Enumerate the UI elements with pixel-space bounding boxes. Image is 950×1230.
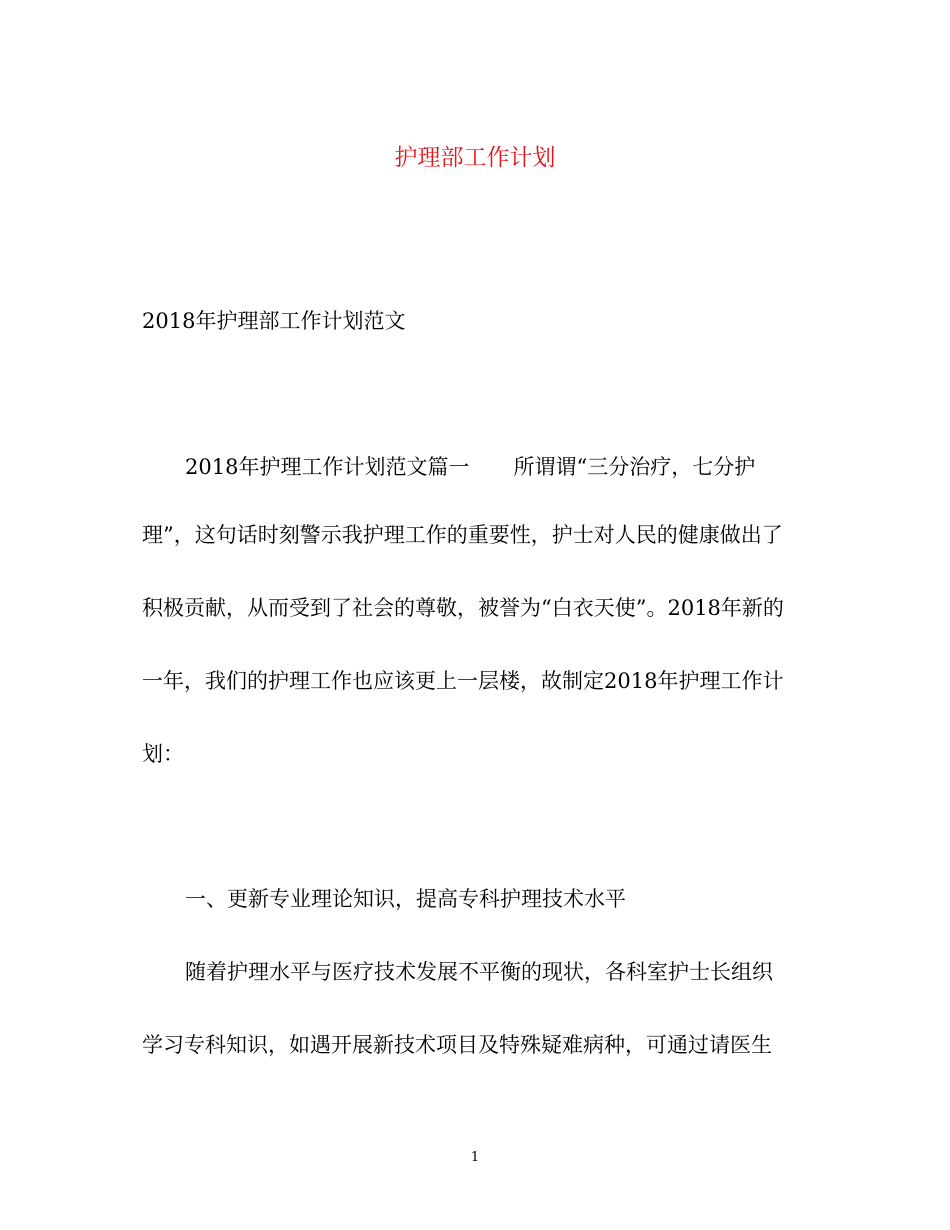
paragraph-2-line-1: 随着护理水平与医疗技术发展不平衡的现状，各科室护士长组织: [185, 960, 773, 984]
paragraph-1-line-5: 划：: [142, 742, 184, 766]
paragraph-1-line-2: 理”，这句话时刻警示我护理工作的重要性，护士对人民的健康做出了: [142, 523, 783, 547]
page-number: 1: [470, 1150, 480, 1165]
paragraph-1-line-1: [185, 453, 806, 481]
paragraph-1-line-3: 积极贡献，从而受到了社会的尊敬，被誉为“白衣天使”。2018年新的: [142, 596, 784, 620]
section-1-heading: 一、更新专业理论知识，提高专科护理技术水平: [185, 887, 626, 911]
document-title: 护理部工作计划: [394, 145, 556, 171]
paragraph-1-label: 2018年护理工作计划范文篇一: [185, 455, 470, 479]
paragraph-1-text: 所谓谓“三分治疗，七分护: [513, 455, 756, 479]
paragraph-2-line-2: 学习专科知识，如遇开展新技术项目及特殊疑难病种，可通过请医生: [142, 1033, 772, 1057]
document-subtitle: 2018年护理部工作计划范文: [142, 309, 406, 333]
paragraph-1-line-4: 一年，我们的护理工作也应该更上一层楼，故制定2018年护理工作计: [142, 669, 784, 693]
